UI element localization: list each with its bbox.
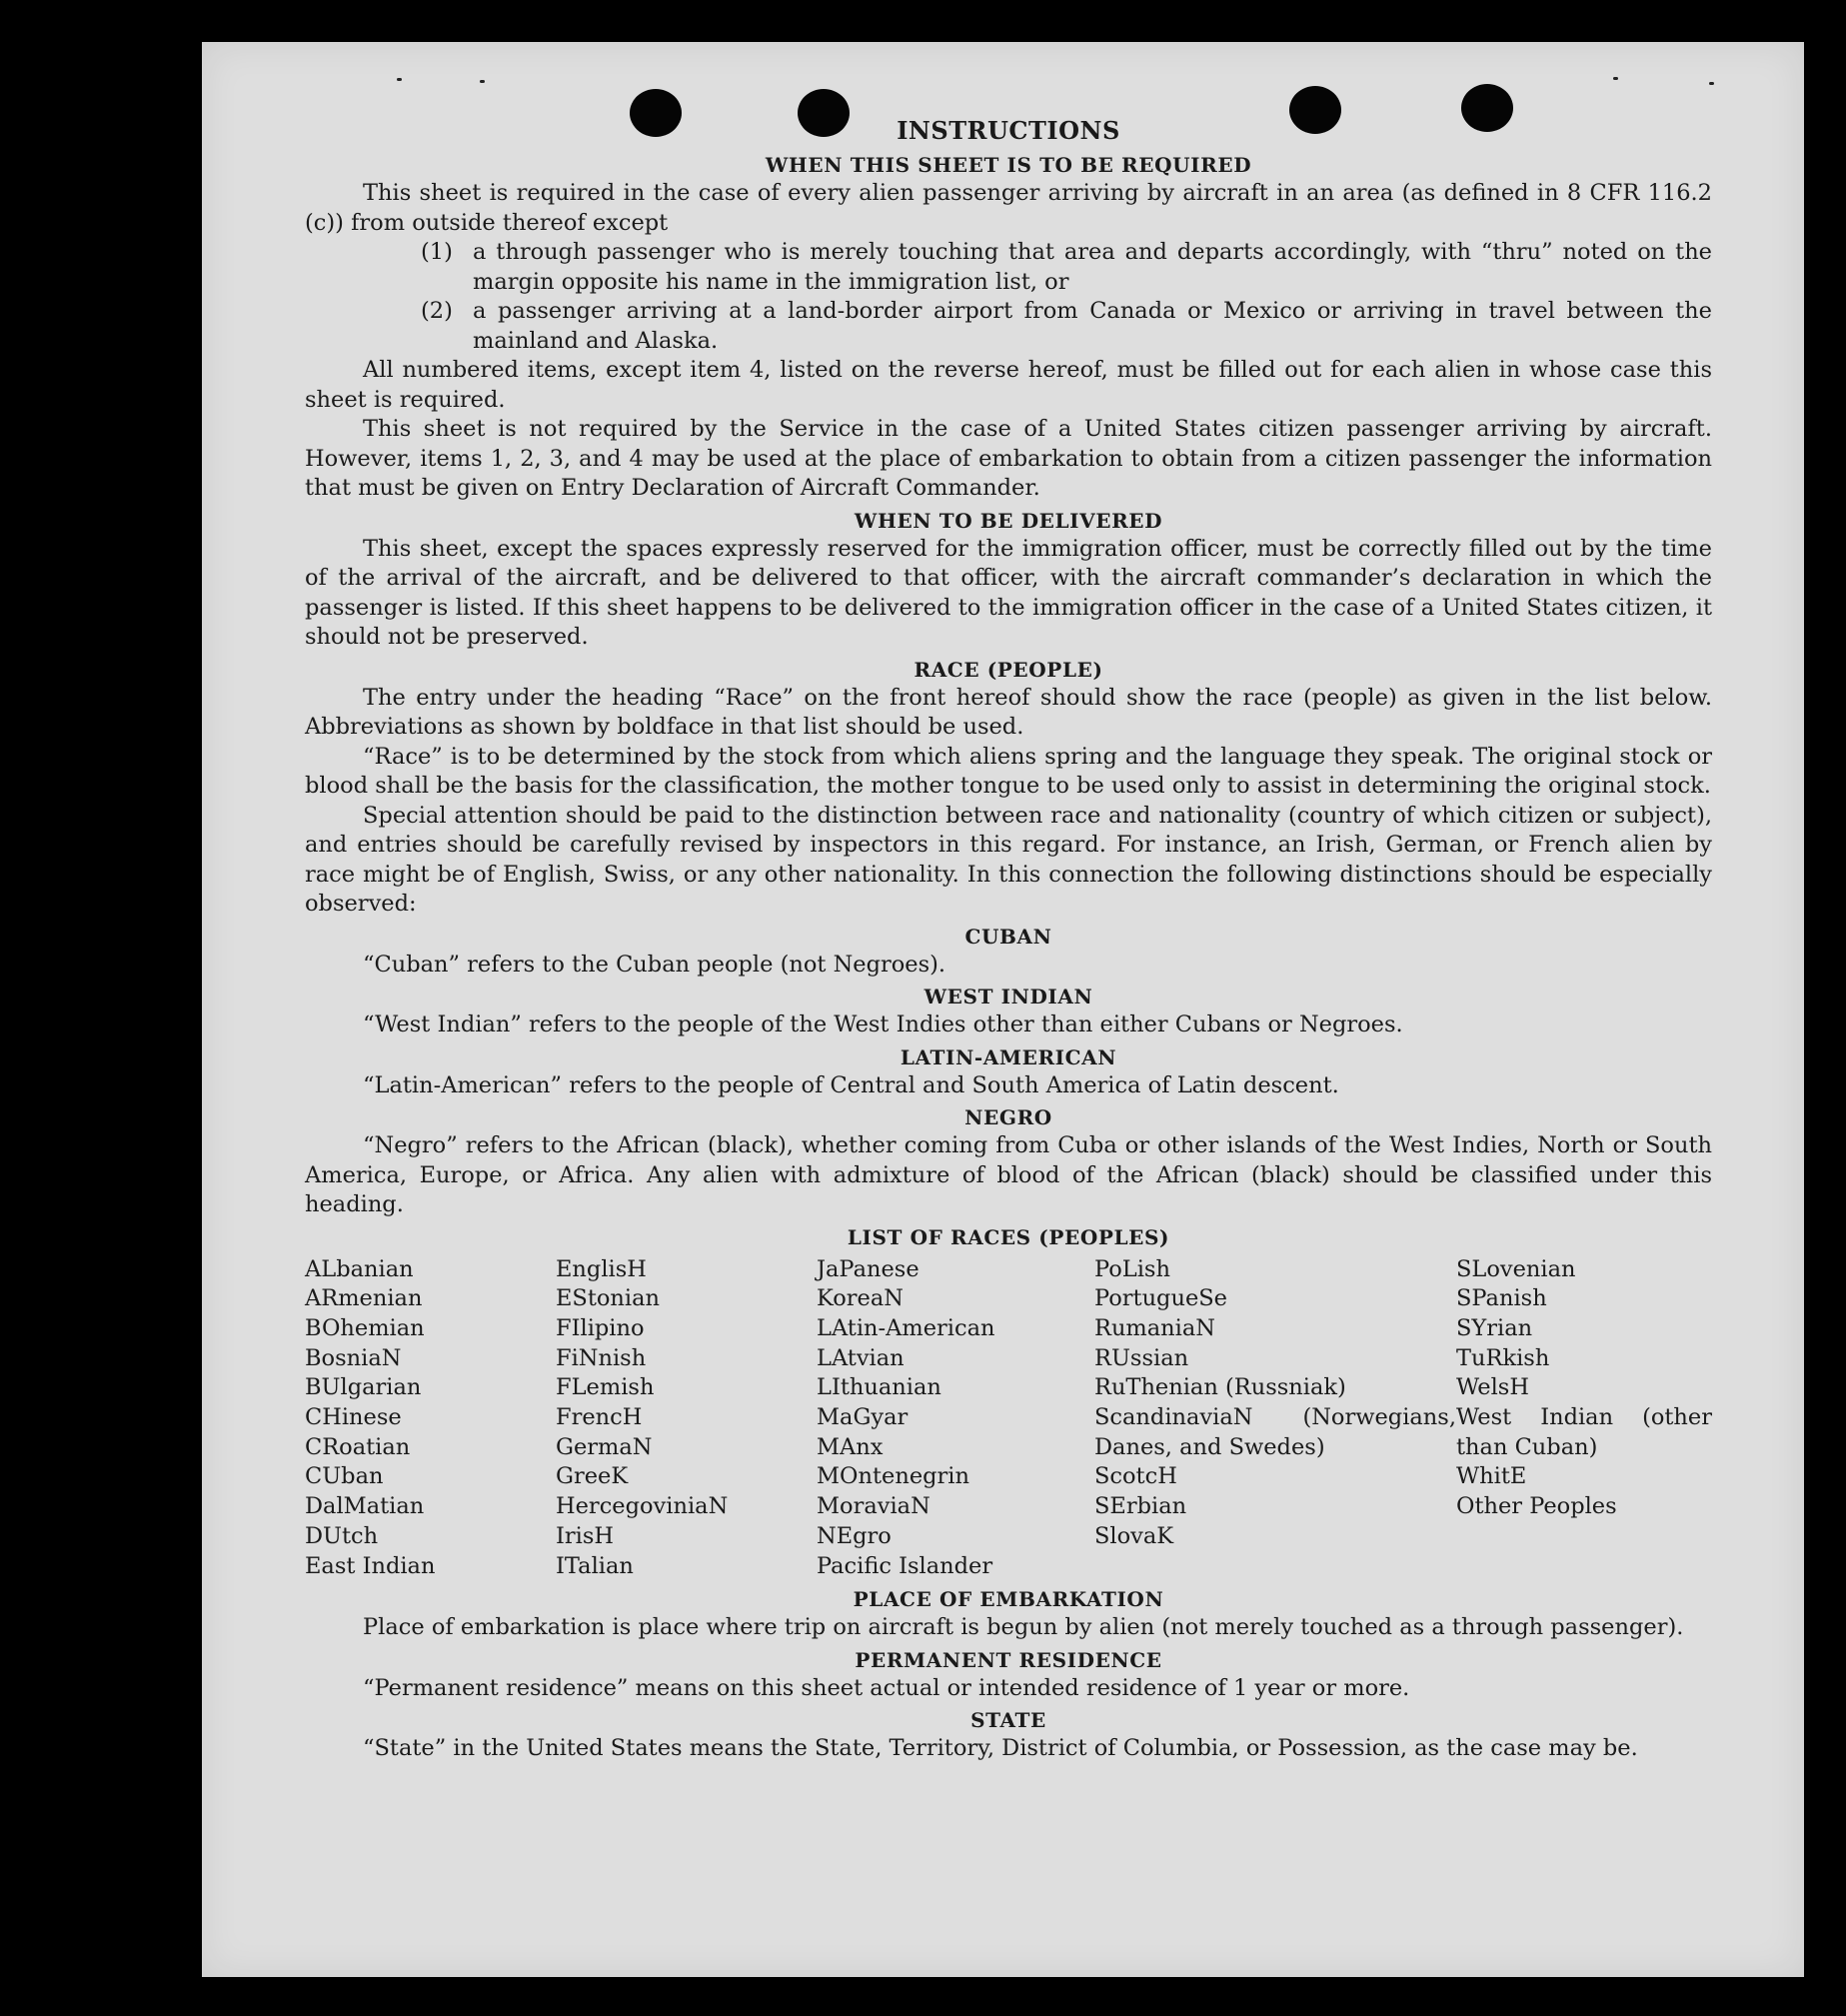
item-number: (1) <box>421 239 453 265</box>
race-item: PoLish <box>1094 1255 1170 1282</box>
race-item: ScandinaviaN (Norwegians, Danes, and Swedes) <box>1094 1404 1456 1460</box>
race-item: FiNnish <box>556 1344 647 1371</box>
section-heading: NEGRO <box>964 1105 1052 1129</box>
paragraph: This sheet is not required by the Service in the case of a United States citizen passenger arriving by aircraft. However, items 1, 2, 3, and 4 may be used at the place of embarkation to obtain from a citizen passenger the information that must be given on Entry Declaration of Aircraft Commander. <box>305 416 1712 501</box>
print-speck <box>1709 82 1714 85</box>
section-heading: RACE (PEOPLE) <box>914 657 1103 682</box>
race-item: FIlipino <box>556 1314 645 1341</box>
race-item: CRoatian <box>305 1433 411 1460</box>
race-column <box>556 1255 817 1582</box>
race-item: SLovenian <box>1456 1255 1576 1282</box>
section-heading: LATIN-AMERICAN <box>900 1044 1117 1069</box>
race-item: FLemish <box>556 1374 655 1401</box>
race-item: Other Peoples <box>1456 1493 1617 1520</box>
paragraph: “Cuban” refers to the Cuban people (not Negroes). <box>363 951 946 978</box>
race-column <box>1456 1255 1712 1582</box>
race-item: GermaN <box>556 1433 653 1460</box>
print-speck <box>397 78 402 81</box>
race-item: ARmenian <box>305 1285 423 1312</box>
race-item: MaGyar <box>817 1404 909 1431</box>
race-item: LAtin-American <box>817 1314 995 1341</box>
race-item: ALbanian <box>305 1255 414 1282</box>
race-item: BosniaN <box>305 1344 402 1371</box>
race-item: SPanish <box>1456 1285 1547 1312</box>
race-item: KoreaN <box>817 1285 904 1312</box>
race-item: BOhemian <box>305 1314 425 1341</box>
race-item: MAnx <box>817 1433 884 1460</box>
race-item: EStonian <box>556 1285 661 1312</box>
race-item: SErbian <box>1094 1493 1187 1520</box>
race-item: FrencH <box>556 1404 643 1431</box>
print-speck <box>480 80 485 83</box>
section-heading: CUBAN <box>964 924 1052 949</box>
race-item: MOntenegrin <box>817 1463 969 1490</box>
race-item: DalMatian <box>305 1493 425 1520</box>
paragraph: “State” in the United States means the State, Territory, District of Columbia, or Possession, as the case may be. <box>363 1735 1638 1762</box>
document-page <box>202 42 1804 1977</box>
paragraph: Special attention should be paid to the distinction between race and nationality (country of which citizen or subject), and entries should be carefully revised by inspectors in this regard. For instance, an Irish, German, or French alien by race might be of English, Swiss, or any other nationality. In this connection the following distinctions should be especially observed: <box>305 802 1712 917</box>
section-heading: STATE <box>970 1708 1046 1733</box>
race-item: West Indian (other than Cuban) <box>1456 1404 1712 1460</box>
race-column <box>305 1255 556 1582</box>
race-list <box>305 1255 1712 1582</box>
race-item: IrisH <box>556 1522 615 1549</box>
race-item: MoraviaN <box>817 1493 930 1520</box>
race-item: HercegoviniaN <box>556 1493 729 1520</box>
race-item: ScotcH <box>1094 1463 1177 1490</box>
race-column <box>817 1255 1094 1582</box>
paragraph: Place of embarkation is place where trip on aircraft is begun by alien (not merely touched as a through passenger). <box>363 1614 1684 1641</box>
item-number: (2) <box>421 298 453 324</box>
section-heading: PLACE OF EMBARKATION <box>853 1587 1164 1612</box>
list-item <box>421 238 1712 297</box>
race-item: GreeK <box>556 1463 629 1490</box>
section-heading: WHEN TO BE DELIVERED <box>854 508 1163 533</box>
paragraph: All numbered items, except item 4, listed on the reverse hereof, must be filled out for each alien in whose case this sheet is required. <box>305 357 1712 413</box>
print-speck <box>1613 77 1618 80</box>
race-item: CHinese <box>305 1404 402 1431</box>
paragraph: This sheet is required in the case of every alien passenger arriving by aircraft in an area (as defined in 8 CFR 116.2 (c)) from outside thereof except <box>305 180 1712 236</box>
race-item: WelsH <box>1456 1374 1529 1401</box>
race-item: NEgro <box>817 1522 892 1549</box>
race-item: PortugueSe <box>1094 1285 1228 1312</box>
race-item: LAtvian <box>817 1344 905 1371</box>
race-item: SlovaK <box>1094 1522 1174 1549</box>
race-column <box>1094 1255 1456 1582</box>
race-item: LIthuanian <box>817 1374 941 1401</box>
race-item: JaPanese <box>817 1255 920 1282</box>
section-heading: LIST OF RACES (PEOPLES) <box>847 1224 1170 1249</box>
paragraph: “Negro” refers to the African (black), whether coming from Cuba or other islands of the West Indies, North or South America, Europe, or Africa. Any alien with admixture of blood of the African (black) should be classified under this heading. <box>305 1132 1712 1217</box>
race-item: CUban <box>305 1463 384 1490</box>
paragraph: “West Indian” refers to the people of the West Indies other than either Cubans or Negroes. <box>363 1011 1403 1037</box>
race-item: BUlgarian <box>305 1374 422 1401</box>
section-heading: WEST INDIAN <box>923 985 1093 1008</box>
race-item: RuThenian (Russniak) <box>1094 1374 1346 1401</box>
race-item: WhitE <box>1456 1463 1527 1490</box>
race-item: EnglisH <box>556 1255 647 1282</box>
item-text: a through passenger who is merely touching that area and departs accordingly, with “thru” noted on the margin opposite his name in the immigration list, or <box>473 239 1712 295</box>
race-item: Pacific Islander <box>817 1552 993 1579</box>
page-title: INSTRUCTIONS <box>897 116 1120 145</box>
section-heading: WHEN THIS SHEET IS TO BE REQUIRED <box>765 153 1252 177</box>
list-item <box>421 297 1712 356</box>
paragraph: “Latin-American” refers to the people of Central and South America of Latin descent. <box>363 1071 1339 1098</box>
race-item: RUssian <box>1094 1344 1189 1371</box>
item-text: a passenger arriving at a land-border airport from Canada or Mexico or arriving in travel between the mainland and Alaska. <box>473 298 1712 354</box>
race-item: TuRkish <box>1456 1344 1550 1371</box>
race-item: ITalian <box>556 1552 634 1579</box>
race-item: RumaniaN <box>1094 1314 1215 1341</box>
paragraph: The entry under the heading “Race” on the front hereof should show the race (people) as given in the list below. Abbreviations as shown by boldface in that list should be used. <box>305 684 1712 740</box>
race-item: East Indian <box>305 1552 436 1579</box>
paragraph: This sheet, except the spaces expressly reserved for the immigration officer, must be correctly filled out by the time of the arrival of the aircraft, and be delivered to that officer, with the aircraft commander’s declaration in which the passenger is listed. If this sheet happens to be delivered to the immigration officer in the case of a United States citizen, it should not be preserved. <box>305 535 1712 650</box>
race-item: DUtch <box>305 1522 379 1549</box>
instructions-text <box>305 114 1712 1764</box>
paragraph: “Race” is to be determined by the stock from which aliens spring and the language they speak. The original stock or blood shall be the basis for the classification, the mother tongue to be used only to assist in determining the original stock. <box>305 743 1712 799</box>
paragraph: “Permanent residence” means on this sheet actual or intended residence of 1 year or more. <box>363 1674 1410 1701</box>
race-item: SYrian <box>1456 1314 1533 1341</box>
section-heading: PERMANENT RESIDENCE <box>855 1647 1162 1672</box>
